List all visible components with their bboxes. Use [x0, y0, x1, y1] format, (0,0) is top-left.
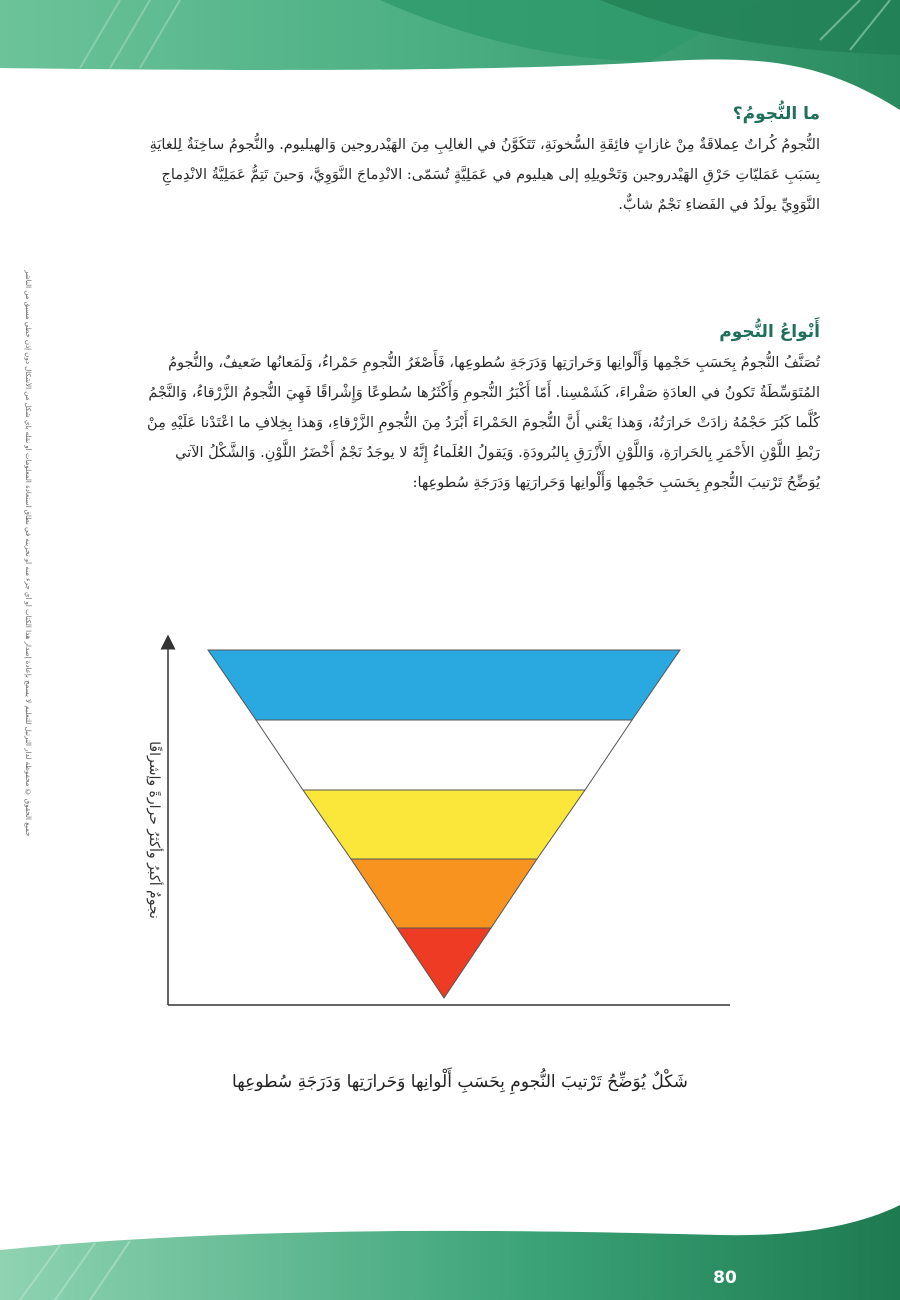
axis-label: نجومٌ أكبرُ وأكثرُ حرارةً وإشراقًا [146, 741, 162, 919]
section-paragraph: تُصَنَّفُ النُّجومُ بِحَسَبِ حَجْمِها وَأَلْوانِها وَحَرارَتِها وَدَرَجَةِ سُطوعِها، فَأَصْغَرُ النُّجومِ حَمْراءُ، وَلَمَعانُها ضَعيفٌ، والنُّجومُ المُتَوَسِّطَةُ تَكونُ في العادَةِ صَفْراءَ، كَشَمْسِنا. أَمّا أَكْبَرُ النُّجومِ وَأَكْثَرُها سُطوعًا وَإِشْراقًا فَهِيَ النُّجومُ الزَّرْقاءُ، وَالنَّجْمُ كُلَّما كَبُرَ حَجْمُهُ زادَتْ حَرارَتُهُ، وَهذا يَعْني أَنَّ النُّجومَ الحَمْراءَ أَبْرَدُ مِنَ النُّجومِ الزَّرْقاءِ، وَهذا بِخِلافِ ما اعْتَدْنا عَلَيْهِ مِنْ رَبْطِ اللَّوْنِ الأَحْمَرِ بِالحَرارَةِ، وَاللَّوْنِ الأَزْرَقِ بِالبُرودَةِ. وَيَقولُ العُلَماءُ إِنَّهُ لا يوجَدُ نَجْمٌ أَخْضَرُ اللَّوْنِ. وَالشَّكْلُ الآتي يُوَضِّحُ تَرْتيبَ النُّجومِ بِحَسَبِ حَجْمِها وَأَلْوانِها وَحَرارَتِها وَدَرَجَةِ سُطوعِها: [147, 355, 820, 491]
section-types-of-stars [140, 322, 820, 498]
layer-red [397, 928, 491, 998]
layer-orange [351, 859, 537, 928]
page-number: 80 [713, 1268, 737, 1288]
layer-white [256, 720, 632, 790]
section-heading: ما النُّجومُ؟ [732, 104, 820, 124]
star-types-diagram [100, 630, 740, 1020]
layer-yellow [303, 790, 585, 859]
header-decoration [0, 0, 900, 110]
section-heading: أَنْواعُ النُّجوم [719, 322, 820, 342]
copyright-note: جميع الحقوق © محفوظة لدار الترتيل للتعليم لا يسمح بإعادة إصدار هذا الكتاب أو أي جزء منه أو تخزينه في نطاق استعادة المعلومات أو نقله بأي شكل من الأشكال دون إذن خطي مسبق من الناشر [24, 270, 32, 837]
section-what-are-stars [140, 104, 820, 220]
figure-caption: شَكْلٌ يُوَضِّحُ تَرْتيبَ النُّجومِ بِحَسَبِ أَلْوانِها وَحَرارَتِها وَدَرَجَةِ سُطوعِها [232, 1072, 688, 1092]
layer-blue [208, 650, 680, 720]
footer-decoration [0, 1205, 900, 1300]
section-paragraph: النُّجومُ كُراتٌ عِملاقَةٌ مِنْ غازاتٍ فائِقَةِ السُّخونَةِ، تَتَكَوَّنُ في الغالِبِ مِنَ الهَيْدروجين وَالهيليوم. والنُّجومُ ساخِنَةٌ لِلغايَةِ بِسَبَبِ عَمَليّاتِ حَرْقِ الهَيْدروجين وَتَحْويلِهِ إلى هيليوم في عَمَلِيَّةٍ تُسَمّى: الانْدِماجَ النَّوَوِيَّ، وَحينَ تَتِمُّ عَمَلِيَّةُ الانْدِماجِ النَّوَوِيِّ يولَدُ في الفَضاءِ نَجْمٌ شابٌّ. [149, 137, 820, 213]
